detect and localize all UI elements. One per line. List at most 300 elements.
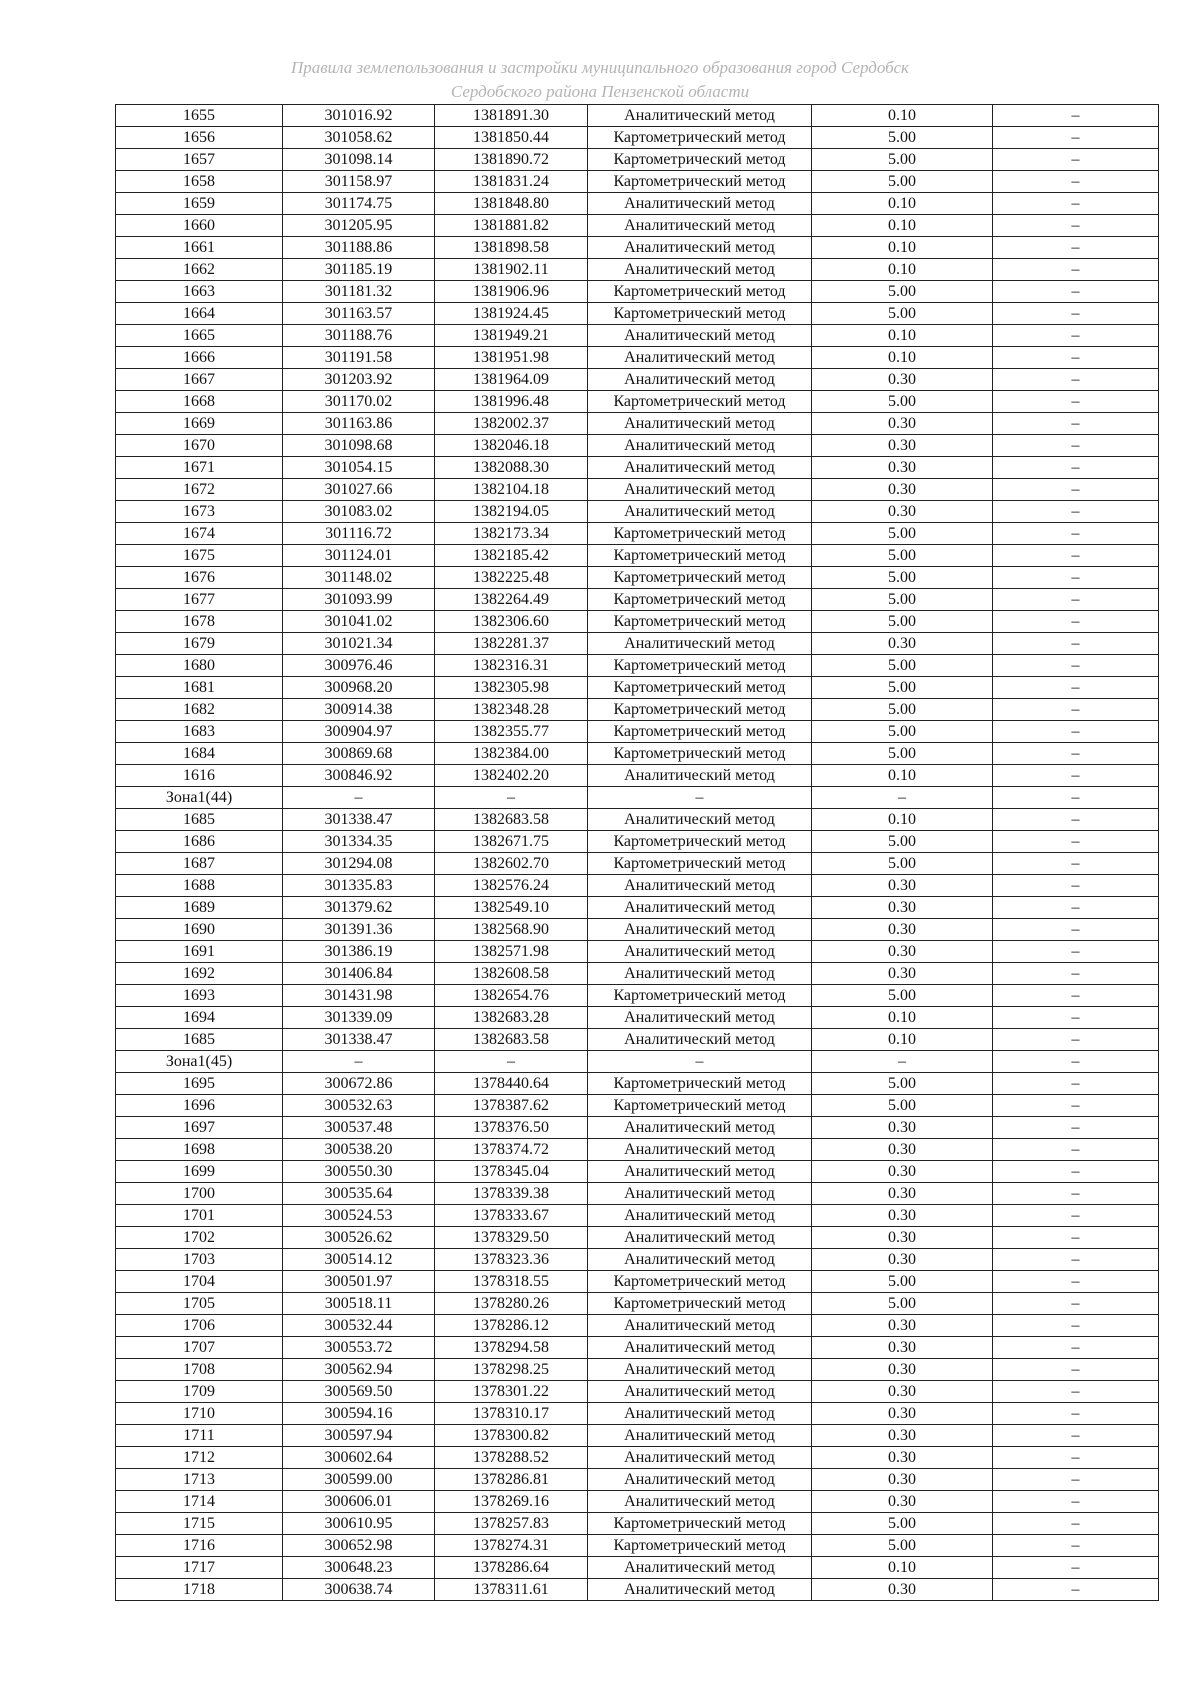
cell-method: Аналитический метод: [588, 1205, 812, 1227]
cell-x-coordinate: 301338.47: [283, 1029, 435, 1051]
table-row: [116, 1491, 1159, 1513]
cell-accuracy: 5.00: [812, 281, 993, 303]
cell-method: Аналитический метод: [588, 215, 812, 237]
cell-method: Картометрический метод: [588, 611, 812, 633]
cell-point-number: 1663: [116, 281, 283, 303]
cell-x-coordinate: 300569.50: [283, 1381, 435, 1403]
cell-accuracy: 0.30: [812, 479, 993, 501]
cell-note: –: [993, 1117, 1159, 1139]
cell-y-coordinate: 1382571.98: [435, 941, 588, 963]
cell-note: –: [993, 1183, 1159, 1205]
cell-accuracy: 5.00: [812, 1271, 993, 1293]
cell-method: –: [588, 1051, 812, 1073]
cell-accuracy: 5.00: [812, 1095, 993, 1117]
cell-method: Аналитический метод: [588, 765, 812, 787]
cell-method: Аналитический метод: [588, 1139, 812, 1161]
cell-note: –: [993, 633, 1159, 655]
table-row: [116, 1183, 1159, 1205]
cell-method: Картометрический метод: [588, 589, 812, 611]
cell-x-coordinate: 300672.86: [283, 1073, 435, 1095]
cell-y-coordinate: 1381902.11: [435, 259, 588, 281]
cell-method: Аналитический метод: [588, 105, 812, 127]
cell-accuracy: 0.10: [812, 809, 993, 831]
table-row: [116, 853, 1159, 875]
cell-y-coordinate: 1382576.24: [435, 875, 588, 897]
cell-method: Аналитический метод: [588, 1447, 812, 1469]
cell-method: Картометрический метод: [588, 699, 812, 721]
cell-accuracy: 5.00: [812, 699, 993, 721]
cell-y-coordinate: 1381848.80: [435, 193, 588, 215]
cell-x-coordinate: 301148.02: [283, 567, 435, 589]
cell-y-coordinate: 1381831.24: [435, 171, 588, 193]
cell-method: Аналитический метод: [588, 1359, 812, 1381]
table-row: [116, 523, 1159, 545]
cell-y-coordinate: 1378298.25: [435, 1359, 588, 1381]
cell-method: Картометрический метод: [588, 391, 812, 413]
cell-x-coordinate: 300904.97: [283, 721, 435, 743]
cell-x-coordinate: 300652.98: [283, 1535, 435, 1557]
cell-accuracy: 5.00: [812, 545, 993, 567]
cell-point-number: 1705: [116, 1293, 283, 1315]
cell-x-coordinate: 300648.23: [283, 1557, 435, 1579]
cell-note: –: [993, 743, 1159, 765]
cell-x-coordinate: 300869.68: [283, 743, 435, 765]
cell-method: Картометрический метод: [588, 1095, 812, 1117]
cell-point-number: 1661: [116, 237, 283, 259]
cell-accuracy: 5.00: [812, 1293, 993, 1315]
cell-y-coordinate: 1382549.10: [435, 897, 588, 919]
cell-y-coordinate: 1382088.30: [435, 457, 588, 479]
cell-accuracy: 0.30: [812, 1315, 993, 1337]
cell-accuracy: 5.00: [812, 1073, 993, 1095]
cell-accuracy: –: [812, 1051, 993, 1073]
cell-note: –: [993, 677, 1159, 699]
cell-y-coordinate: 1378333.67: [435, 1205, 588, 1227]
cell-point-number: 1658: [116, 171, 283, 193]
table-row: [116, 1403, 1159, 1425]
cell-note: –: [993, 1513, 1159, 1535]
cell-x-coordinate: 300514.12: [283, 1249, 435, 1271]
cell-point-number: 1680: [116, 655, 283, 677]
cell-note: –: [993, 1095, 1159, 1117]
cell-x-coordinate: 301124.01: [283, 545, 435, 567]
cell-method: Аналитический метод: [588, 237, 812, 259]
cell-accuracy: 5.00: [812, 985, 993, 1007]
cell-method: Аналитический метод: [588, 1029, 812, 1051]
cell-accuracy: 0.30: [812, 501, 993, 523]
cell-accuracy: 0.10: [812, 1007, 993, 1029]
cell-note: –: [993, 435, 1159, 457]
cell-method: Аналитический метод: [588, 1381, 812, 1403]
cell-accuracy: 5.00: [812, 567, 993, 589]
cell-y-coordinate: 1378288.52: [435, 1447, 588, 1469]
cell-accuracy: 0.30: [812, 897, 993, 919]
cell-method: Картометрический метод: [588, 853, 812, 875]
cell-x-coordinate: 301041.02: [283, 611, 435, 633]
table-row: [116, 1117, 1159, 1139]
cell-accuracy: 0.30: [812, 1117, 993, 1139]
cell-note: –: [993, 1249, 1159, 1271]
cell-y-coordinate: 1382683.58: [435, 809, 588, 831]
cell-y-coordinate: 1382194.05: [435, 501, 588, 523]
cell-note: –: [993, 501, 1159, 523]
cell-accuracy: 5.00: [812, 589, 993, 611]
cell-y-coordinate: 1382608.58: [435, 963, 588, 985]
table-row: [116, 831, 1159, 853]
table-row: [116, 809, 1159, 831]
cell-accuracy: 0.30: [812, 1425, 993, 1447]
cell-method: Картометрический метод: [588, 1271, 812, 1293]
cell-y-coordinate: 1382173.34: [435, 523, 588, 545]
cell-point-number: 1685: [116, 1029, 283, 1051]
cell-note: –: [993, 457, 1159, 479]
cell-y-coordinate: 1381906.96: [435, 281, 588, 303]
cell-note: –: [993, 809, 1159, 831]
cell-y-coordinate: 1378301.22: [435, 1381, 588, 1403]
cell-point-number: 1695: [116, 1073, 283, 1095]
cell-point-number: 1708: [116, 1359, 283, 1381]
cell-y-coordinate: 1382316.31: [435, 655, 588, 677]
cell-method: Картометрический метод: [588, 655, 812, 677]
page-header: [0, 56, 1200, 104]
cell-y-coordinate: 1378329.50: [435, 1227, 588, 1249]
cell-x-coordinate: 300846.92: [283, 765, 435, 787]
cell-note: –: [993, 391, 1159, 413]
table-row: [116, 1029, 1159, 1051]
cell-point-number: 1684: [116, 743, 283, 765]
cell-note: –: [993, 127, 1159, 149]
cell-y-coordinate: 1378269.16: [435, 1491, 588, 1513]
cell-accuracy: 0.30: [812, 1491, 993, 1513]
table-row: [116, 1337, 1159, 1359]
cell-y-coordinate: 1382683.28: [435, 1007, 588, 1029]
cell-method: Аналитический метод: [588, 633, 812, 655]
cell-point-number: 1709: [116, 1381, 283, 1403]
cell-x-coordinate: 301054.15: [283, 457, 435, 479]
table-row: [116, 215, 1159, 237]
cell-x-coordinate: 300606.01: [283, 1491, 435, 1513]
cell-method: Аналитический метод: [588, 369, 812, 391]
cell-x-coordinate: –: [283, 787, 435, 809]
cell-x-coordinate: 300532.63: [283, 1095, 435, 1117]
table-row: [116, 1271, 1159, 1293]
cell-method: Аналитический метод: [588, 259, 812, 281]
cell-note: –: [993, 523, 1159, 545]
cell-note: –: [993, 1161, 1159, 1183]
cell-method: Картометрический метод: [588, 1535, 812, 1557]
cell-point-number: 1668: [116, 391, 283, 413]
cell-point-number: 1713: [116, 1469, 283, 1491]
table-row: [116, 1249, 1159, 1271]
cell-y-coordinate: 1378310.17: [435, 1403, 588, 1425]
cell-x-coordinate: 301170.02: [283, 391, 435, 413]
cell-note: –: [993, 897, 1159, 919]
cell-y-coordinate: 1381964.09: [435, 369, 588, 391]
table-row: [116, 897, 1159, 919]
cell-accuracy: 0.30: [812, 1447, 993, 1469]
table-row: [116, 633, 1159, 655]
cell-point-number: 1681: [116, 677, 283, 699]
cell-note: –: [993, 1029, 1159, 1051]
cell-accuracy: 0.10: [812, 1029, 993, 1051]
table-row: [116, 677, 1159, 699]
cell-x-coordinate: 301203.92: [283, 369, 435, 391]
cell-x-coordinate: 301021.34: [283, 633, 435, 655]
cell-note: –: [993, 963, 1159, 985]
cell-point-number: 1696: [116, 1095, 283, 1117]
cell-point-number: 1698: [116, 1139, 283, 1161]
cell-note: –: [993, 1227, 1159, 1249]
cell-y-coordinate: 1382225.48: [435, 567, 588, 589]
cell-method: Картометрический метод: [588, 171, 812, 193]
cell-method: Аналитический метод: [588, 1161, 812, 1183]
cell-y-coordinate: 1378286.64: [435, 1557, 588, 1579]
cell-method: Аналитический метод: [588, 1425, 812, 1447]
cell-point-number: 1674: [116, 523, 283, 545]
cell-point-number: 1702: [116, 1227, 283, 1249]
cell-note: –: [993, 1139, 1159, 1161]
cell-accuracy: 0.10: [812, 215, 993, 237]
cell-y-coordinate: 1382402.20: [435, 765, 588, 787]
cell-note: –: [993, 765, 1159, 787]
cell-accuracy: 5.00: [812, 303, 993, 325]
cell-x-coordinate: 301391.36: [283, 919, 435, 941]
cell-x-coordinate: 300597.94: [283, 1425, 435, 1447]
table-row: [116, 963, 1159, 985]
cell-y-coordinate: 1378286.81: [435, 1469, 588, 1491]
cell-y-coordinate: 1381996.48: [435, 391, 588, 413]
cell-accuracy: 0.30: [812, 1139, 993, 1161]
cell-x-coordinate: 301185.19: [283, 259, 435, 281]
cell-accuracy: 0.30: [812, 1161, 993, 1183]
cell-point-number: 1718: [116, 1579, 283, 1601]
cell-point-number: 1704: [116, 1271, 283, 1293]
cell-point-number: Зона1(45): [116, 1051, 283, 1073]
cell-accuracy: 5.00: [812, 611, 993, 633]
cell-note: –: [993, 1491, 1159, 1513]
cell-note: –: [993, 215, 1159, 237]
cell-x-coordinate: 301181.32: [283, 281, 435, 303]
cell-accuracy: 0.30: [812, 1579, 993, 1601]
cell-note: –: [993, 1359, 1159, 1381]
table-row: [116, 721, 1159, 743]
cell-accuracy: 0.30: [812, 1227, 993, 1249]
cell-note: –: [993, 281, 1159, 303]
table-row: [116, 479, 1159, 501]
cell-method: Картометрический метод: [588, 721, 812, 743]
cell-method: Аналитический метод: [588, 1491, 812, 1513]
table-row: [116, 193, 1159, 215]
cell-note: –: [993, 1293, 1159, 1315]
cell-y-coordinate: 1378294.58: [435, 1337, 588, 1359]
cell-method: Аналитический метод: [588, 1249, 812, 1271]
cell-y-coordinate: 1382384.00: [435, 743, 588, 765]
cell-method: Аналитический метод: [588, 875, 812, 897]
cell-method: Картометрический метод: [588, 1513, 812, 1535]
cell-x-coordinate: 301205.95: [283, 215, 435, 237]
cell-method: Аналитический метод: [588, 1579, 812, 1601]
cell-x-coordinate: 300532.44: [283, 1315, 435, 1337]
cell-method: Аналитический метод: [588, 941, 812, 963]
cell-point-number: 1690: [116, 919, 283, 941]
cell-note: –: [993, 567, 1159, 589]
cell-y-coordinate: 1378345.04: [435, 1161, 588, 1183]
cell-point-number: 1699: [116, 1161, 283, 1183]
cell-note: –: [993, 1007, 1159, 1029]
cell-x-coordinate: 300610.95: [283, 1513, 435, 1535]
table-row: [116, 171, 1159, 193]
cell-method: Аналитический метод: [588, 347, 812, 369]
cell-x-coordinate: 300914.38: [283, 699, 435, 721]
coordinates-table: [115, 104, 1159, 1601]
table-row: [116, 1359, 1159, 1381]
cell-x-coordinate: 300599.00: [283, 1469, 435, 1491]
cell-x-coordinate: 301431.98: [283, 985, 435, 1007]
cell-x-coordinate: 301083.02: [283, 501, 435, 523]
cell-y-coordinate: 1381850.44: [435, 127, 588, 149]
cell-x-coordinate: 301098.68: [283, 435, 435, 457]
cell-x-coordinate: 301188.76: [283, 325, 435, 347]
cell-point-number: 1669: [116, 413, 283, 435]
cell-point-number: 1687: [116, 853, 283, 875]
cell-y-coordinate: 1381881.82: [435, 215, 588, 237]
cell-note: –: [993, 1447, 1159, 1469]
header-line-2: Сердобского района Пензенской области: [450, 82, 750, 101]
cell-point-number: 1677: [116, 589, 283, 611]
cell-y-coordinate: 1378440.64: [435, 1073, 588, 1095]
cell-method: Картометрический метод: [588, 127, 812, 149]
cell-y-coordinate: 1382602.70: [435, 853, 588, 875]
cell-point-number: 1701: [116, 1205, 283, 1227]
cell-note: –: [993, 831, 1159, 853]
cell-y-coordinate: 1378280.26: [435, 1293, 588, 1315]
cell-point-number: 1703: [116, 1249, 283, 1271]
cell-x-coordinate: 300535.64: [283, 1183, 435, 1205]
table-row: [116, 413, 1159, 435]
cell-x-coordinate: 301379.62: [283, 897, 435, 919]
cell-accuracy: 0.10: [812, 259, 993, 281]
cell-note: –: [993, 149, 1159, 171]
cell-note: –: [993, 1315, 1159, 1337]
cell-accuracy: 0.30: [812, 369, 993, 391]
table-row: [116, 1139, 1159, 1161]
cell-y-coordinate: 1382355.77: [435, 721, 588, 743]
cell-note: –: [993, 325, 1159, 347]
cell-accuracy: 5.00: [812, 655, 993, 677]
table-row: [116, 1293, 1159, 1315]
cell-note: –: [993, 1535, 1159, 1557]
cell-y-coordinate: 1378300.82: [435, 1425, 588, 1447]
cell-x-coordinate: 301027.66: [283, 479, 435, 501]
cell-point-number: 1671: [116, 457, 283, 479]
cell-y-coordinate: 1378274.31: [435, 1535, 588, 1557]
cell-method: Картометрический метод: [588, 1293, 812, 1315]
cell-accuracy: 0.30: [812, 633, 993, 655]
cell-y-coordinate: 1378376.50: [435, 1117, 588, 1139]
table-row: [116, 1579, 1159, 1601]
zone-header-row: [116, 1051, 1159, 1073]
cell-point-number: 1660: [116, 215, 283, 237]
table-row: [116, 435, 1159, 457]
table-row: [116, 567, 1159, 589]
cell-method: Аналитический метод: [588, 1007, 812, 1029]
cell-x-coordinate: 300501.97: [283, 1271, 435, 1293]
cell-x-coordinate: 301334.35: [283, 831, 435, 853]
cell-note: –: [993, 347, 1159, 369]
cell-point-number: 1670: [116, 435, 283, 457]
cell-method: Аналитический метод: [588, 325, 812, 347]
cell-note: –: [993, 941, 1159, 963]
zone-header-row: [116, 787, 1159, 809]
table-row: [116, 1557, 1159, 1579]
cell-y-coordinate: 1382104.18: [435, 479, 588, 501]
cell-note: –: [993, 479, 1159, 501]
cell-point-number: 1697: [116, 1117, 283, 1139]
cell-x-coordinate: 301339.09: [283, 1007, 435, 1029]
cell-x-coordinate: 301335.83: [283, 875, 435, 897]
cell-note: –: [993, 655, 1159, 677]
table-row: [116, 237, 1159, 259]
cell-method: Картометрический метод: [588, 1073, 812, 1095]
table-row: [116, 105, 1159, 127]
cell-accuracy: 5.00: [812, 853, 993, 875]
cell-method: Картометрический метод: [588, 281, 812, 303]
cell-note: –: [993, 1579, 1159, 1601]
cell-point-number: 1716: [116, 1535, 283, 1557]
cell-method: Картометрический метод: [588, 303, 812, 325]
cell-accuracy: 0.30: [812, 457, 993, 479]
table-row: [116, 303, 1159, 325]
table-row: [116, 589, 1159, 611]
table-row: [116, 1095, 1159, 1117]
cell-y-coordinate: 1382568.90: [435, 919, 588, 941]
cell-y-coordinate: 1381924.45: [435, 303, 588, 325]
cell-point-number: 1672: [116, 479, 283, 501]
cell-y-coordinate: 1381890.72: [435, 149, 588, 171]
cell-accuracy: 5.00: [812, 391, 993, 413]
cell-method: Картометрический метод: [588, 545, 812, 567]
cell-x-coordinate: 301406.84: [283, 963, 435, 985]
cell-accuracy: 0.30: [812, 1205, 993, 1227]
cell-x-coordinate: 301016.92: [283, 105, 435, 127]
cell-point-number: 1655: [116, 105, 283, 127]
cell-accuracy: 0.30: [812, 413, 993, 435]
cell-x-coordinate: 300553.72: [283, 1337, 435, 1359]
cell-x-coordinate: 300538.20: [283, 1139, 435, 1161]
cell-accuracy: 5.00: [812, 721, 993, 743]
cell-point-number: 1675: [116, 545, 283, 567]
cell-note: –: [993, 1073, 1159, 1095]
cell-y-coordinate: 1378257.83: [435, 1513, 588, 1535]
cell-note: –: [993, 1403, 1159, 1425]
cell-note: –: [993, 413, 1159, 435]
cell-x-coordinate: 301338.47: [283, 809, 435, 831]
cell-x-coordinate: 301386.19: [283, 941, 435, 963]
cell-method: Аналитический метод: [588, 1315, 812, 1337]
cell-y-coordinate: 1378339.38: [435, 1183, 588, 1205]
cell-x-coordinate: 300594.16: [283, 1403, 435, 1425]
cell-note: –: [993, 1051, 1159, 1073]
cell-y-coordinate: 1382264.49: [435, 589, 588, 611]
cell-method: –: [588, 787, 812, 809]
cell-point-number: 1682: [116, 699, 283, 721]
cell-accuracy: 5.00: [812, 127, 993, 149]
cell-x-coordinate: 301174.75: [283, 193, 435, 215]
table-row: [116, 985, 1159, 1007]
cell-x-coordinate: 300976.46: [283, 655, 435, 677]
cell-point-number: 1657: [116, 149, 283, 171]
table-row: [116, 1161, 1159, 1183]
